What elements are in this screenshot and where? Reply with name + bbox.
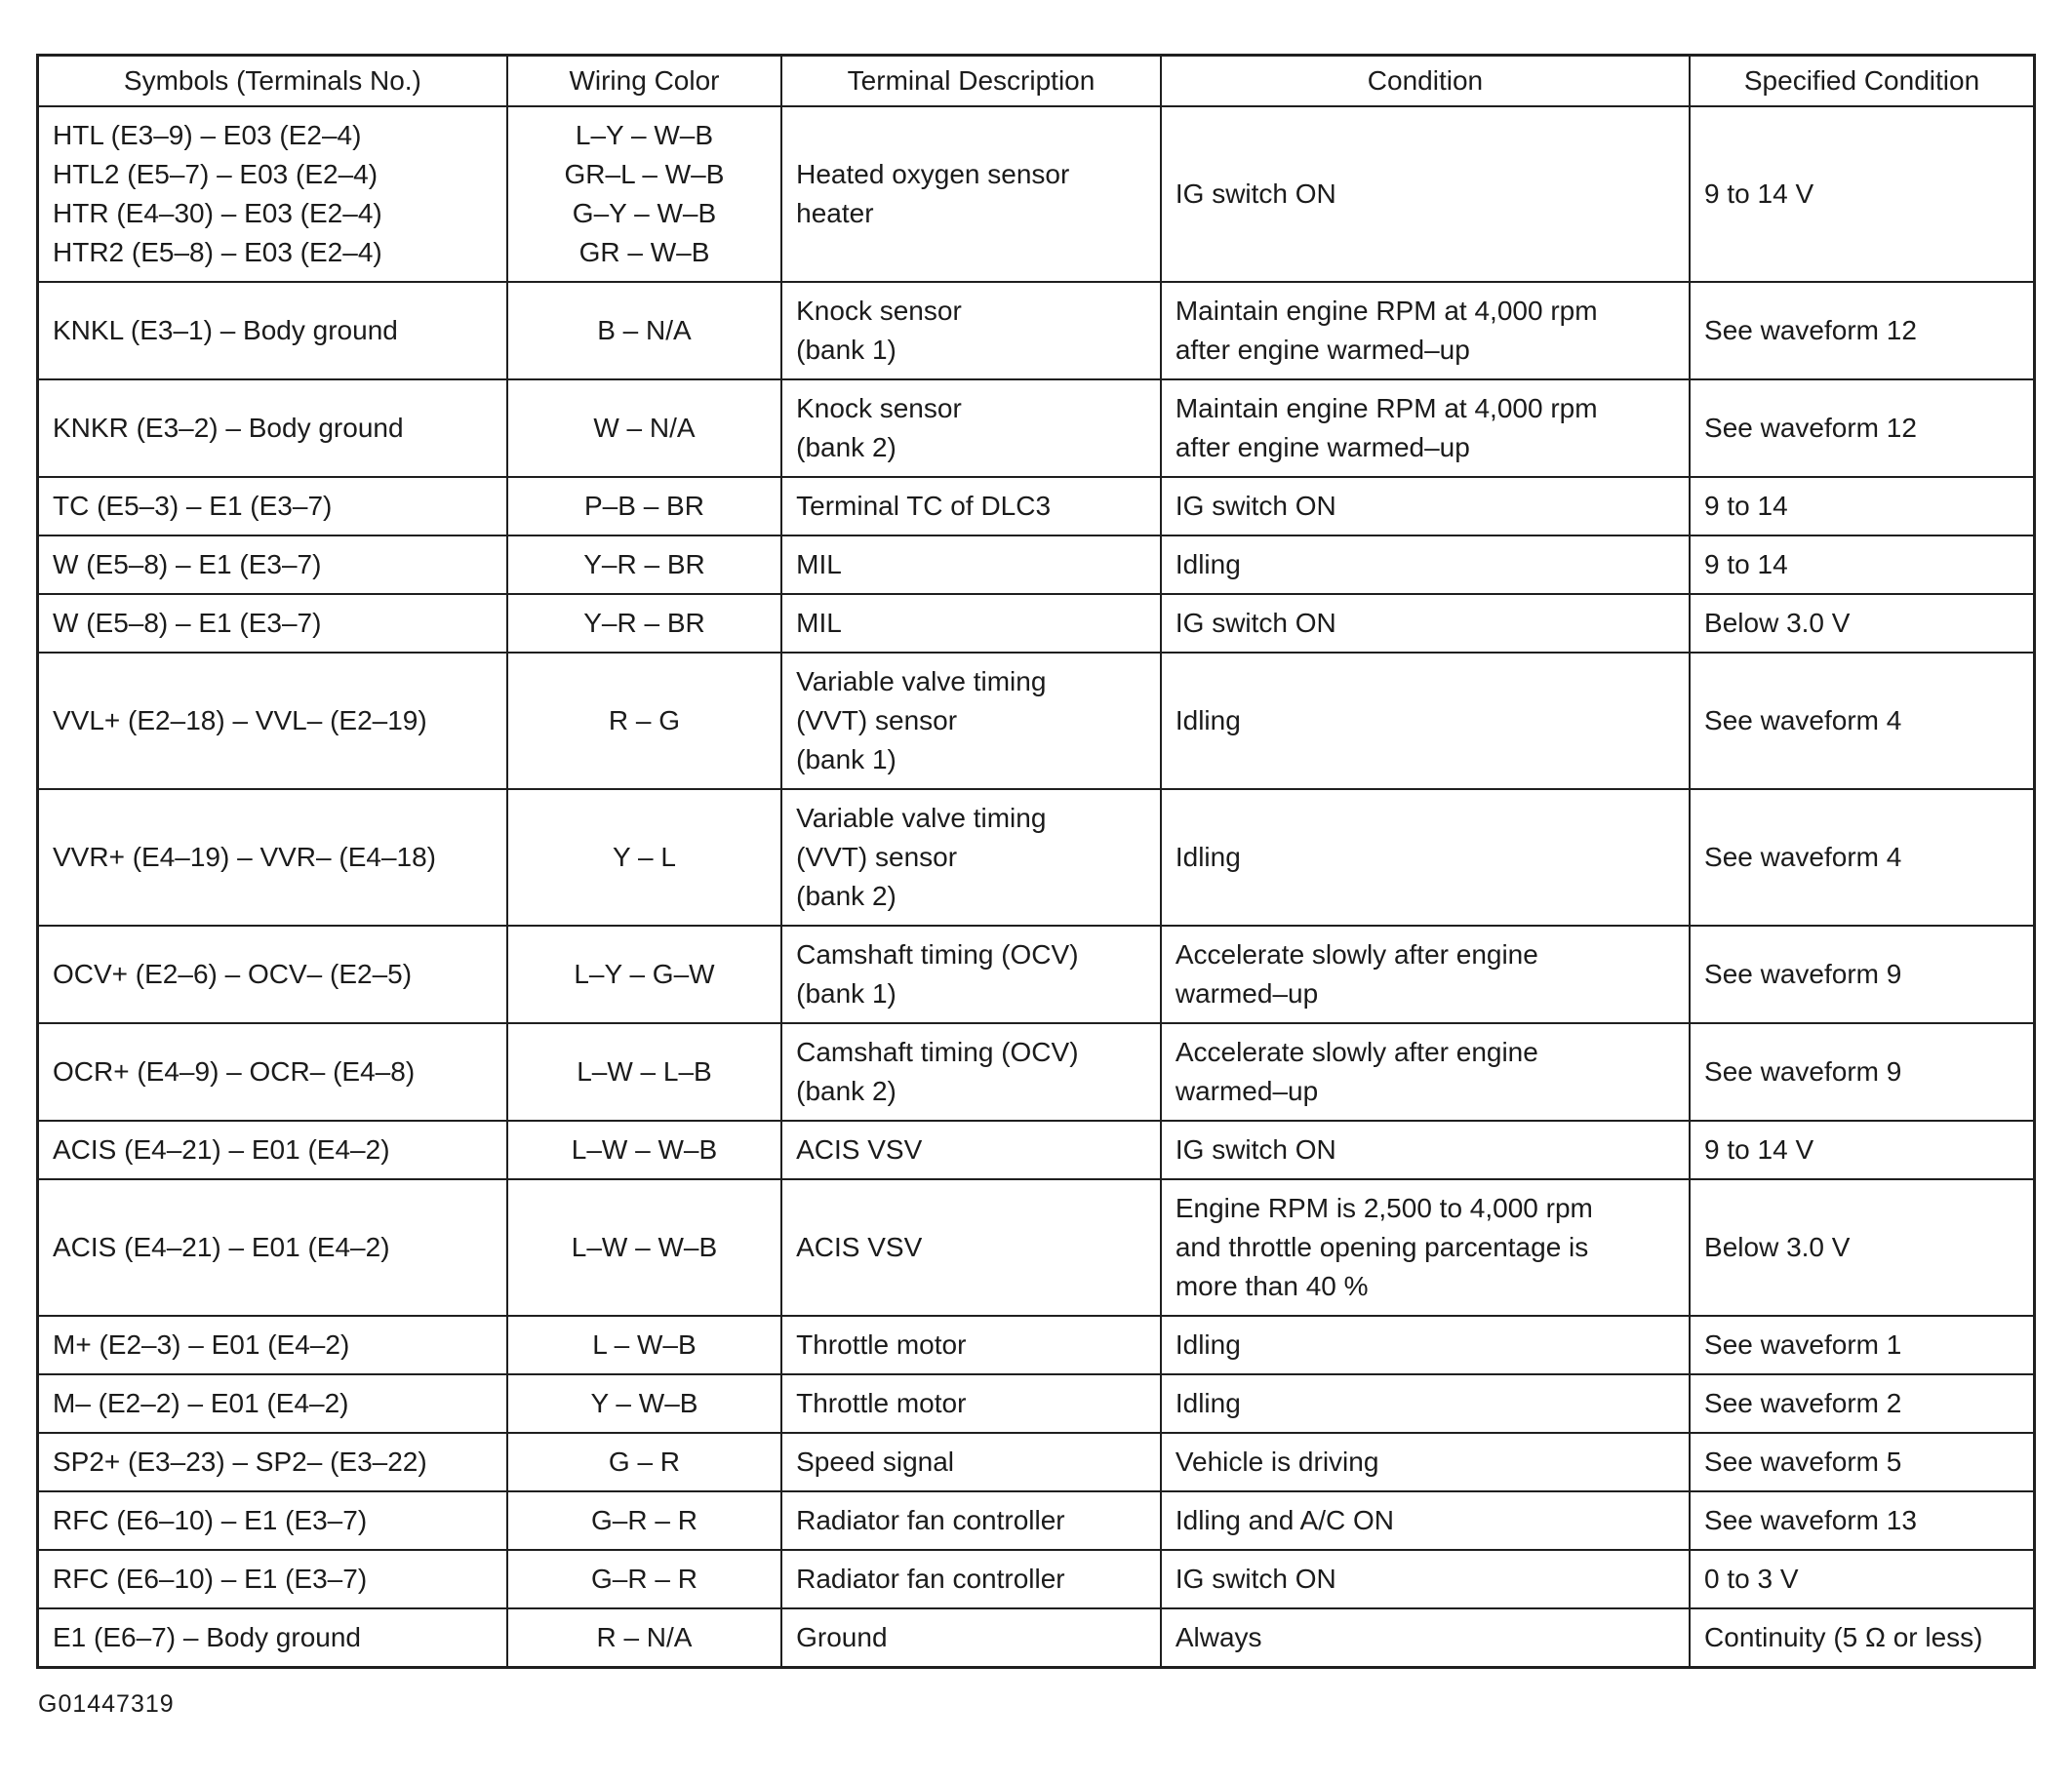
cell-wiring_color: [507, 477, 781, 535]
cell-line: VVR+ (E4–19) – VVR– (E4–18): [53, 842, 436, 872]
cell-line: Always: [1175, 1622, 1262, 1652]
cell-line: IG switch ON: [1175, 1134, 1336, 1165]
cell-line: (VVT) sensor: [796, 705, 958, 735]
cell-wiring_color: [507, 1316, 781, 1374]
cell-line: GR – W–B: [578, 237, 710, 267]
cell-line: 9 to 14: [1704, 549, 1788, 579]
cell-line: Variable valve timing: [796, 666, 1047, 696]
cell-line: Idling: [1175, 842, 1241, 872]
cell-symbols: [38, 1023, 507, 1121]
cell-condition: [1161, 106, 1690, 282]
cell-wiring_color: [507, 1550, 781, 1608]
cell-specified_condition: [1690, 1179, 2034, 1316]
cell-line: G–Y – W–B: [572, 198, 717, 228]
cell-symbols: [38, 379, 507, 477]
cell-line: ACIS (E4–21) – E01 (E4–2): [53, 1232, 390, 1262]
document-page: [36, 54, 2036, 1719]
cell-condition: [1161, 477, 1690, 535]
cell-description: [781, 477, 1161, 535]
cell-wiring_color: [507, 1433, 781, 1491]
cell-line: Engine RPM is 2,500 to 4,000 rpm: [1175, 1193, 1593, 1223]
table-row: [38, 1023, 2035, 1121]
cell-line: after engine warmed–up: [1175, 432, 1470, 462]
cell-line: R – N/A: [596, 1622, 693, 1652]
cell-specified_condition: [1690, 1608, 2034, 1668]
cell-line: W – N/A: [593, 413, 696, 443]
cell-line: IG switch ON: [1175, 491, 1336, 521]
cell-specified_condition: [1690, 1374, 2034, 1433]
cell-line: Below 3.0 V: [1704, 1232, 1851, 1262]
cell-specified_condition: [1690, 594, 2034, 653]
table-row: [38, 379, 2035, 477]
cell-line: G – R: [608, 1447, 681, 1477]
cell-line: Accelerate slowly after engine: [1175, 1037, 1538, 1067]
cell-line: heater: [796, 198, 874, 228]
cell-line: RFC (E6–10) – E1 (E3–7): [53, 1505, 368, 1535]
cell-line: M– (E2–2) – E01 (E4–2): [53, 1388, 349, 1418]
cell-description: [781, 535, 1161, 594]
cell-symbols: [38, 1121, 507, 1179]
cell-description: [781, 1550, 1161, 1608]
cell-line: Speed signal: [796, 1447, 955, 1477]
cell-line: Below 3.0 V: [1704, 608, 1851, 638]
cell-specified_condition: [1690, 282, 2034, 379]
cell-line: See waveform 5: [1704, 1447, 1902, 1477]
cell-description: [781, 1121, 1161, 1179]
table-row: [38, 1121, 2035, 1179]
cell-line: Continuity (5 Ω or less): [1704, 1622, 1983, 1652]
cell-description: [781, 653, 1161, 789]
cell-line: VVL+ (E2–18) – VVL– (E2–19): [53, 705, 427, 735]
cell-condition: [1161, 1374, 1690, 1433]
figure-id: G01447319: [38, 1690, 175, 1718]
cell-symbols: [38, 1550, 507, 1608]
cell-wiring_color: [507, 1179, 781, 1316]
cell-description: [781, 1316, 1161, 1374]
column-header: Specified Condition: [1690, 56, 2034, 107]
cell-symbols: [38, 1179, 507, 1316]
cell-symbols: [38, 282, 507, 379]
cell-line: RFC (E6–10) – E1 (E3–7): [53, 1564, 368, 1594]
cell-description: [781, 1374, 1161, 1433]
table-row: [38, 1491, 2035, 1550]
cell-description: [781, 594, 1161, 653]
cell-condition: [1161, 1491, 1690, 1550]
cell-symbols: [38, 1433, 507, 1491]
terminal-values-table: [36, 54, 2036, 1669]
cell-line: HTR2 (E5–8) – E03 (E2–4): [53, 237, 382, 267]
cell-line: 9 to 14 V: [1704, 1134, 1814, 1165]
cell-condition: [1161, 926, 1690, 1023]
cell-line: L – W–B: [592, 1329, 697, 1360]
column-header: Terminal Description: [781, 56, 1161, 107]
table-row: [38, 535, 2035, 594]
cell-specified_condition: [1690, 106, 2034, 282]
cell-description: [781, 1608, 1161, 1668]
cell-line: Heated oxygen sensor: [796, 159, 1070, 189]
cell-line: L–Y – W–B: [575, 120, 714, 150]
cell-line: Camshaft timing (OCV): [796, 939, 1079, 970]
cell-line: M+ (E2–3) – E01 (E4–2): [53, 1329, 350, 1360]
cell-line: KNKR (E3–2) – Body ground: [53, 413, 404, 443]
cell-line: (bank 1): [796, 335, 897, 365]
cell-line: HTR (E4–30) – E03 (E2–4): [53, 198, 382, 228]
cell-line: OCR+ (E4–9) – OCR– (E4–8): [53, 1056, 416, 1087]
header-row: [38, 56, 2035, 107]
cell-condition: [1161, 1433, 1690, 1491]
table-row: [38, 926, 2035, 1023]
column-header: Wiring Color: [507, 56, 781, 107]
cell-symbols: [38, 1316, 507, 1374]
cell-line: E1 (E6–7) – Body ground: [53, 1622, 361, 1652]
cell-description: [781, 1433, 1161, 1491]
cell-condition: [1161, 1121, 1690, 1179]
cell-line: after engine warmed–up: [1175, 335, 1470, 365]
cell-line: See waveform 12: [1704, 413, 1917, 443]
cell-line: and throttle opening parcentage is: [1175, 1232, 1589, 1262]
cell-line: (bank 1): [796, 744, 897, 774]
cell-specified_condition: [1690, 789, 2034, 926]
cell-line: (bank 2): [796, 1076, 897, 1106]
cell-line: P–B – BR: [583, 491, 704, 521]
cell-line: L–Y – G–W: [574, 959, 715, 989]
table-row: [38, 1608, 2035, 1668]
cell-line: GR–L – W–B: [564, 159, 725, 189]
cell-line: See waveform 9: [1704, 959, 1902, 989]
cell-specified_condition: [1690, 1023, 2034, 1121]
cell-wiring_color: [507, 1491, 781, 1550]
cell-symbols: [38, 653, 507, 789]
table-row: [38, 1179, 2035, 1316]
cell-specified_condition: [1690, 535, 2034, 594]
cell-line: L–W – L–B: [577, 1056, 712, 1087]
cell-line: Y–R – BR: [583, 549, 705, 579]
cell-line: 0 to 3 V: [1704, 1564, 1799, 1594]
cell-symbols: [38, 477, 507, 535]
cell-line: Idling: [1175, 1388, 1241, 1418]
cell-condition: [1161, 282, 1690, 379]
cell-line: MIL: [796, 608, 842, 638]
cell-specified_condition: [1690, 653, 2034, 789]
cell-wiring_color: [507, 535, 781, 594]
cell-line: G–R – R: [591, 1564, 697, 1594]
cell-line: OCV+ (E2–6) – OCV– (E2–5): [53, 959, 413, 989]
cell-condition: [1161, 1608, 1690, 1668]
table-body: [38, 106, 2035, 1668]
cell-line: Maintain engine RPM at 4,000 rpm: [1175, 296, 1598, 326]
table-row: [38, 1374, 2035, 1433]
cell-specified_condition: [1690, 477, 2034, 535]
cell-specified_condition: [1690, 1491, 2034, 1550]
cell-line: Y – L: [613, 842, 676, 872]
cell-line: (bank 2): [796, 881, 897, 911]
table-row: [38, 789, 2035, 926]
cell-line: Variable valve timing: [796, 803, 1047, 833]
cell-symbols: [38, 1608, 507, 1668]
cell-line: Throttle motor: [796, 1388, 967, 1418]
cell-wiring_color: [507, 106, 781, 282]
table-row: [38, 1550, 2035, 1608]
cell-description: [781, 379, 1161, 477]
cell-wiring_color: [507, 594, 781, 653]
cell-line: See waveform 1: [1704, 1329, 1902, 1360]
cell-line: Ground: [796, 1622, 888, 1652]
table-row: [38, 106, 2035, 282]
cell-line: MIL: [796, 549, 842, 579]
cell-line: G–R – R: [591, 1505, 697, 1535]
cell-line: HTL (E3–9) – E03 (E2–4): [53, 120, 362, 150]
table-row: [38, 1316, 2035, 1374]
cell-line: HTL2 (E5–7) – E03 (E2–4): [53, 159, 379, 189]
cell-line: (bank 1): [796, 978, 897, 1009]
table-row: [38, 653, 2035, 789]
cell-line: ACIS VSV: [796, 1232, 923, 1262]
cell-description: [781, 1179, 1161, 1316]
cell-line: Idling: [1175, 705, 1241, 735]
cell-line: warmed–up: [1175, 978, 1319, 1009]
cell-line: L–W – W–B: [571, 1232, 718, 1262]
cell-line: Maintain engine RPM at 4,000 rpm: [1175, 393, 1598, 423]
table-row: [38, 282, 2035, 379]
cell-description: [781, 106, 1161, 282]
cell-specified_condition: [1690, 1316, 2034, 1374]
column-header: Symbols (Terminals No.): [38, 56, 507, 107]
cell-line: R – G: [608, 705, 681, 735]
cell-condition: [1161, 653, 1690, 789]
cell-condition: [1161, 1316, 1690, 1374]
cell-line: B – N/A: [597, 315, 692, 345]
cell-line: Terminal TC of DLC3: [796, 491, 1052, 521]
cell-line: ACIS (E4–21) – E01 (E4–2): [53, 1134, 390, 1165]
cell-symbols: [38, 1374, 507, 1433]
cell-wiring_color: [507, 1608, 781, 1668]
cell-line: See waveform 13: [1704, 1505, 1917, 1535]
cell-specified_condition: [1690, 1433, 2034, 1491]
cell-line: See waveform 9: [1704, 1056, 1902, 1087]
column-header: Condition: [1161, 56, 1690, 107]
cell-wiring_color: [507, 282, 781, 379]
cell-description: [781, 282, 1161, 379]
cell-line: IG switch ON: [1175, 1564, 1336, 1594]
cell-wiring_color: [507, 653, 781, 789]
cell-line: See waveform 4: [1704, 705, 1902, 735]
cell-line: (VVT) sensor: [796, 842, 958, 872]
cell-line: See waveform 12: [1704, 315, 1917, 345]
cell-condition: [1161, 379, 1690, 477]
cell-symbols: [38, 926, 507, 1023]
cell-condition: [1161, 1179, 1690, 1316]
cell-line: See waveform 2: [1704, 1388, 1902, 1418]
cell-line: KNKL (E3–1) – Body ground: [53, 315, 398, 345]
cell-line: Throttle motor: [796, 1329, 967, 1360]
cell-line: Idling: [1175, 549, 1241, 579]
cell-wiring_color: [507, 379, 781, 477]
cell-line: Y–R – BR: [583, 608, 705, 638]
cell-condition: [1161, 789, 1690, 926]
cell-condition: [1161, 535, 1690, 594]
cell-line: 9 to 14 V: [1704, 178, 1814, 209]
cell-line: Knock sensor: [796, 296, 962, 326]
cell-symbols: [38, 594, 507, 653]
cell-line: Y – W–B: [590, 1388, 698, 1418]
cell-symbols: [38, 535, 507, 594]
cell-line: Camshaft timing (OCV): [796, 1037, 1079, 1067]
cell-wiring_color: [507, 926, 781, 1023]
cell-description: [781, 926, 1161, 1023]
cell-line: Knock sensor: [796, 393, 962, 423]
cell-symbols: [38, 789, 507, 926]
cell-symbols: [38, 1491, 507, 1550]
cell-line: IG switch ON: [1175, 178, 1336, 209]
cell-line: 9 to 14: [1704, 491, 1788, 521]
cell-line: IG switch ON: [1175, 608, 1336, 638]
cell-description: [781, 1491, 1161, 1550]
cell-line: Radiator fan controller: [796, 1564, 1065, 1594]
cell-specified_condition: [1690, 1121, 2034, 1179]
table-row: [38, 477, 2035, 535]
cell-specified_condition: [1690, 926, 2034, 1023]
cell-wiring_color: [507, 789, 781, 926]
cell-condition: [1161, 1550, 1690, 1608]
cell-line: Accelerate slowly after engine: [1175, 939, 1538, 970]
cell-description: [781, 789, 1161, 926]
cell-line: W (E5–8) – E1 (E3–7): [53, 608, 322, 638]
cell-line: more than 40 %: [1175, 1271, 1369, 1301]
table-row: [38, 594, 2035, 653]
cell-wiring_color: [507, 1374, 781, 1433]
cell-symbols: [38, 106, 507, 282]
cell-wiring_color: [507, 1023, 781, 1121]
cell-line: Vehicle is driving: [1175, 1447, 1379, 1477]
cell-specified_condition: [1690, 379, 2034, 477]
cell-line: W (E5–8) – E1 (E3–7): [53, 549, 322, 579]
cell-description: [781, 1023, 1161, 1121]
cell-line: Idling: [1175, 1329, 1241, 1360]
cell-line: Radiator fan controller: [796, 1505, 1065, 1535]
cell-specified_condition: [1690, 1550, 2034, 1608]
cell-condition: [1161, 1023, 1690, 1121]
cell-line: See waveform 4: [1704, 842, 1902, 872]
cell-line: warmed–up: [1175, 1076, 1319, 1106]
cell-line: ACIS VSV: [796, 1134, 923, 1165]
cell-condition: [1161, 594, 1690, 653]
cell-line: TC (E5–3) – E1 (E3–7): [53, 491, 333, 521]
cell-wiring_color: [507, 1121, 781, 1179]
cell-line: L–W – W–B: [571, 1134, 718, 1165]
cell-line: Idling and A/C ON: [1175, 1505, 1394, 1535]
table-row: [38, 1433, 2035, 1491]
cell-line: SP2+ (E3–23) – SP2– (E3–22): [53, 1447, 427, 1477]
cell-line: (bank 2): [796, 432, 897, 462]
